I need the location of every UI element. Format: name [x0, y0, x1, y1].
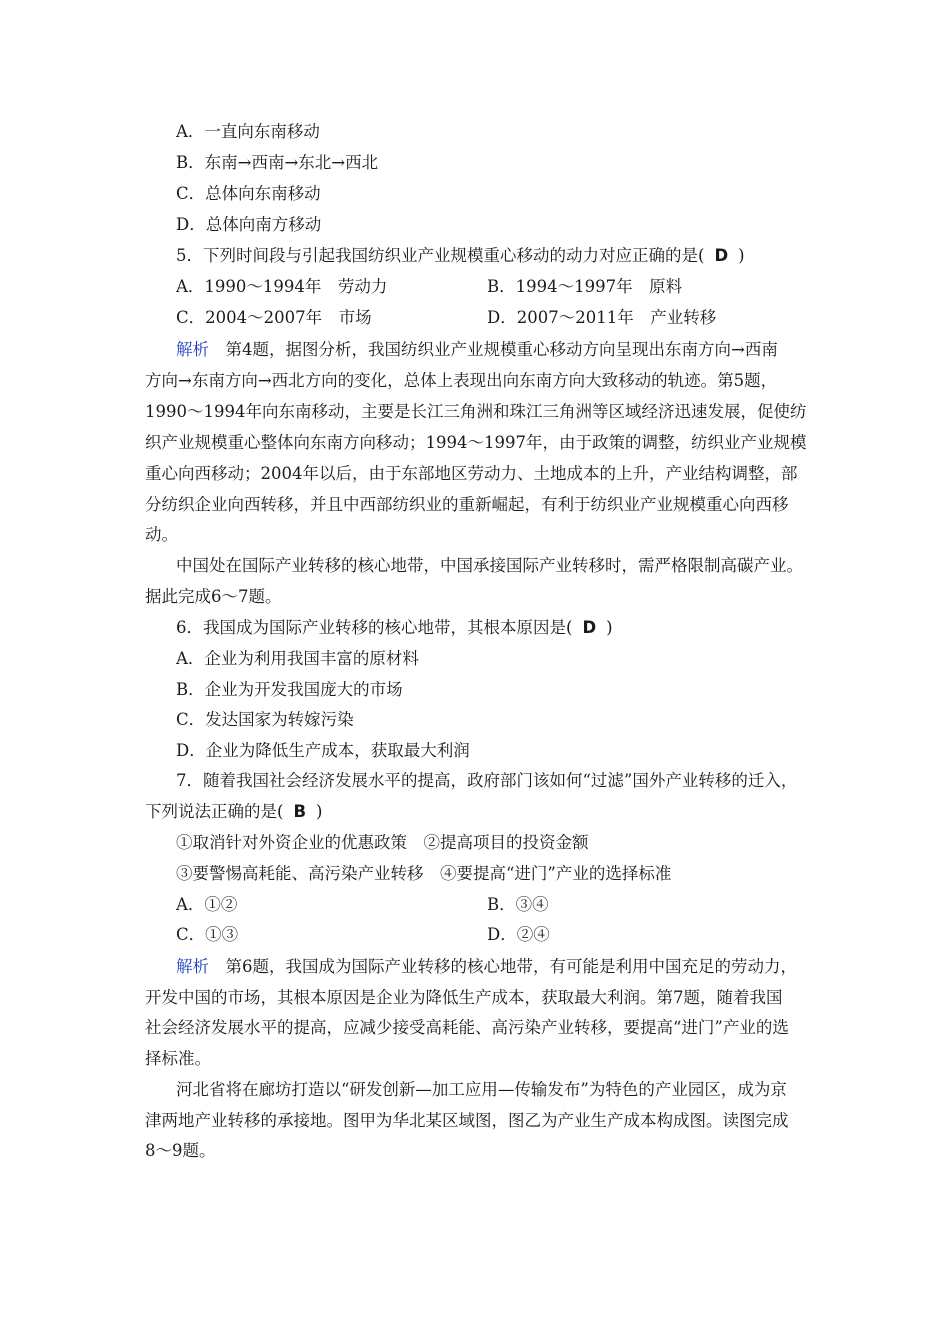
intro89-line-3: 8～9题。	[145, 1141, 216, 1160]
analysis2-line-3: 社会经济发展水平的提高，应减少接受高耗能、高污染产业转移，要提高“进门”产业的选	[145, 1018, 789, 1037]
intro67-line-2: 据此完成6～7题。	[145, 587, 282, 606]
q7-option-a: A．①②	[176, 895, 238, 914]
q7-stem-close: )	[316, 802, 323, 821]
q4-option-d: D．总体向南方移动	[176, 215, 322, 234]
analysis2-line-1	[176, 956, 797, 978]
q7-option-c: C．①③	[176, 925, 239, 944]
q4-option-c: C．总体向东南移动	[176, 184, 321, 203]
q4-option-b: B．东南→西南→东北→西北	[176, 153, 379, 172]
q5-stem	[176, 245, 745, 267]
q7-items-3-4: ③要警惕高耗能、高污染产业转移 ④要提高“进门”产业的选择标准	[176, 864, 672, 883]
q5-option-c: C．2004～2007年 市场	[176, 308, 372, 327]
q5-stem-text: 5．下列时间段与引起我国纺织业产业规模重心移动的动力对应正确的是(	[176, 246, 705, 265]
analysis1-line-4: 织产业规模重心整体向东南方向移动；1994～1997年，由于政策的调整，纺织业产业规模	[145, 433, 807, 452]
analysis2-line-2: 开发中国的市场，其根本原因是企业为降低生产成本，获取最大利润。第7题，随着我国	[145, 988, 783, 1007]
q6-option-b: B．企业为开发我国庞大的市场	[176, 680, 403, 699]
analysis1-line-5: 重心向西移动；2004年以后，由于东部地区劳动力、土地成本的上升，产业结构调整，部	[145, 464, 798, 483]
analysis1-line-3: 1990～1994年向东南移动，主要是长江三角洲和珠江三角洲等区域经济迅速发展，促使纺	[145, 402, 807, 421]
q7-items-1-2: ①取消针对外资企业的优惠政策 ②提高项目的投资金额	[176, 833, 589, 852]
q5-option-d: D．2007～2011年 产业转移	[487, 308, 717, 327]
analysis1-line-2: 方向→东南方向→西北方向的变化，总体上表现出向东南方向大致移动的轨迹。第5题，	[145, 371, 778, 390]
q6-stem-text: 6．我国成为国际产业转移的核心地带，其根本原因是(	[176, 618, 573, 637]
analysis1-line-1	[176, 339, 778, 361]
q6-stem-close: )	[606, 618, 613, 637]
analysis2-line-4: 择标准。	[145, 1049, 211, 1068]
intro89-line-1: 河北省将在廊坊打造以“研发创新—加工应用—传输发布”为特色的产业园区，成为京	[176, 1080, 787, 1099]
q5-answer: D	[714, 246, 729, 265]
q6-answer: D	[582, 618, 597, 637]
q4-option-a: A．一直向东南移动	[176, 122, 320, 141]
q5-stem-close: )	[738, 246, 745, 265]
q6-stem	[176, 617, 613, 639]
q6-option-d: D．企业为降低生产成本，获取最大利润	[176, 741, 470, 760]
analysis1-label: 解析	[176, 340, 209, 359]
intro89-line-2: 津两地产业转移的承接地。图甲为华北某区域图，图乙为产业生产成本构成图。读图完成	[145, 1111, 789, 1130]
q7-option-d: D．②④	[487, 925, 550, 944]
analysis1-line-6: 分纺织企业向西转移，并且中西部纺织业的重新崛起，有利于纺织业产业规模重心向西移	[145, 495, 789, 514]
q6-option-c: C．发达国家为转嫁污染	[176, 710, 354, 729]
analysis1-text-1: 第4题，据图分析，我国纺织业产业规模重心移动方向呈现出东南方向→西南	[209, 340, 778, 359]
q7-stem-line-1: 7．随着我国社会经济发展水平的提高，政府部门该如何“过滤”国外产业转移的迁入，	[176, 771, 798, 790]
intro67-line-1: 中国处在国际产业转移的核心地带，中国承接国际产业转移时，需严格限制高碳产业。	[176, 556, 803, 575]
q7-stem-line-2	[145, 801, 322, 823]
analysis2-text-1: 第6题，我国成为国际产业转移的核心地带，有可能是利用中国充足的劳动力，	[209, 957, 797, 976]
q7-answer: B	[293, 802, 307, 821]
q7-stem-text: 下列说法正确的是(	[145, 802, 284, 821]
analysis1-line-7: 动。	[145, 525, 178, 544]
q5-option-b: B．1994～1997年 原料	[487, 277, 683, 296]
analysis2-label: 解析	[176, 957, 209, 976]
q7-option-b: B．③④	[487, 895, 549, 914]
q6-option-a: A．企业为利用我国丰富的原材料	[176, 649, 419, 668]
q5-option-a: A．1990～1994年 劳动力	[176, 277, 388, 296]
